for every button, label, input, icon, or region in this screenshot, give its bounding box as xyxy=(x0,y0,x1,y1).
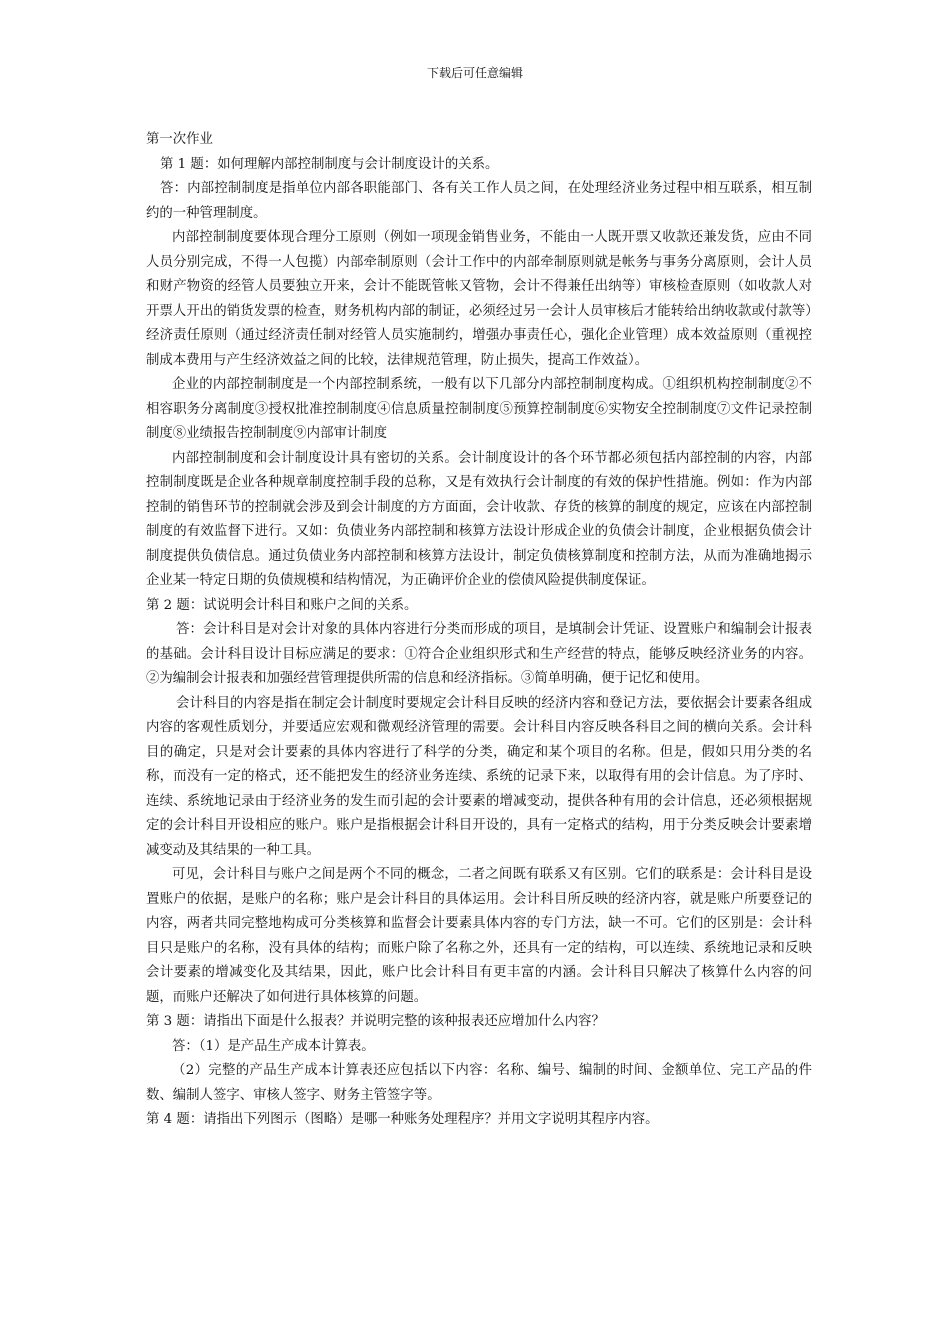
answer-1-paragraph: 答：内部控制制度是指单位内部各职能部门、各有关工作人员之间，在处理经济业务过程中相互联系，相互制约的一种管理制度。 xyxy=(146,181,812,221)
question-4: 第 4 题：请指出下列图示（图略）是哪一种账务处理程序？并用文字说明其程序内容。 xyxy=(146,1112,659,1127)
answer-1-paragraph: 内部控制制度和会计制度设计具有密切的关系。会计制度设计的各个环节都必须包括内部控制的内容，内部控制制度既是企业各种规章制度控制手段的总称，又是有效执行会计制度的有效的保护性措施。例如：作为内部控制的销售环节的控制就会涉及到会计制度的方方面面，会计收款、存货的核算的制度的规定，应该在内部控制制度的有效监督下进行。又如：负债业务内部控制和核算方法设计形成企业的负债会计制度，企业根据负债会计制度提供负债信息。通过负债业务内部控制和核算方法设计，制定负债核算制度和控制方法，从而为准确地揭示企业某一特定日期的负债规模和结构情况，为正确评价企业的偿债风险提供制度保证。 xyxy=(146,450,812,588)
answer-3-paragraph: 答：（1）是产品生产成本计算表。 xyxy=(172,1038,375,1054)
answer-3-paragraph: （2）完整的产品生产成本计算表还应包括以下内容：名称、编号、编制的时间、金额单位、完工产品的件数、编制人签字、审核人签字、财务主管签字等。 xyxy=(146,1063,812,1103)
document-body xyxy=(146,128,812,1133)
question-1: 第 1 题：如何理解内部控制制度与会计制度设计的关系。 xyxy=(160,156,499,172)
answer-2-paragraph: 可见，会计科目与账户之间是两个不同的概念，二者之间既有联系又有区别。它们的联系是：会计科目是设置账户的依据，是账户的名称；账户是会计科目的具体运用。会计科目所反映的经济内容，就是账户所要登记的内容，两者共同完整地构成可分类核算和监督会计要素具体内容的专门方法，缺一不可。它们的区别是：会计科目只是账户的名称，没有具体的结构；而账户除了名称之外，还具有一定的结构，可以连续、系统地记录和反映会计要素的增减变化及其结果，因此，账户比会计科目有更丰富的内涵。会计科目只解决了核算什么内容的问题，而账户还解决了如何进行具体核算的问题。 xyxy=(146,867,812,1005)
question-2: 第 2 题：试说明会计科目和账户之间的关系。 xyxy=(146,597,418,613)
question-3: 第 3 题：请指出下面是什么报表？并说明完整的该种报表还应增加什么内容？ xyxy=(146,1014,605,1029)
answer-2-paragraph: 答：会计科目是对会计对象的具体内容进行分类而形成的项目，是填制会计凭证、设置账户和编制会计报表的基础。会计科目设计目标应满足的要求：①符合企业组织形式和生产经营的特点，能够反映经济业务的内容。②为编制会计报表和加强经营管理提供所需的信息和经济指标。③简单明确，便于记忆和使用。 xyxy=(146,622,812,686)
page-header: 下载后可任意编辑 xyxy=(426,66,523,80)
answer-1-paragraph: 内部控制制度要体现合理分工原则（例如一项现金销售业务，不能由一人既开票又收款还兼发货，应由不同人员分别完成，不得一人包揽）内部牵制原则（会计工作中的内部牵制原则就是帐务与事务分离原则，会计人员和财产物资的经管人员要独立开来，会计不能既管帐又管物，会计不得兼任出纳等）审核检查原则（如收款人对开票人开出的销货发票的检查，财务机构内部的制证，必须经过另一会计人员审核后才能转给出纳收款或付款等）经济责任原则（通过经济责任制对经管人员实施制约，增强办事责任心，强化企业管理）成本效益原则（重视控制成本费用与产生经济效益之间的比较，法律规范管理，防止损失，提高工作效益）。 xyxy=(146,230,812,368)
document-title: 第一次作业 xyxy=(146,132,213,147)
answer-1-paragraph: 企业的内部控制制度是一个内部控制系统，一般有以下几部分内部控制制度构成。①组织机构控制制度②不相容职务分离制度③授权批准控制制度④信息质量控制制度⑤预算控制制度⑥实物安全控制制度⑦文件记录控制制度⑧业绩报告控制制度⑨内部审计制度 xyxy=(146,377,812,441)
answer-2-paragraph: 会计科目的内容是指在制定会计制度时要规定会计科目反映的经济内容和登记方法，要依据会计要素各组成内容的客观性质划分，并要适应宏观和微观经济管理的需要。会计科目内容反映各科目之间的横向关系。会计科目的确定，只是对会计要素的具体内容进行了科学的分类，确定和某个项目的名称。但是，假如只用分类的名称，而没有一定的格式，还不能把发生的经济业务连续、系统的记录下来，以取得有用的会计信息。为了序时、连续、系统地记录由于经济业务的发生而引起的会计要素的增减变动，提供各种有用的会计信息，还必须根据规定的会计科目开设相应的账户。账户是指根据会计科目开设的，具有一定格式的结构，用于分类反映会计要素增减变动及其结果的一种工具。 xyxy=(146,695,812,858)
